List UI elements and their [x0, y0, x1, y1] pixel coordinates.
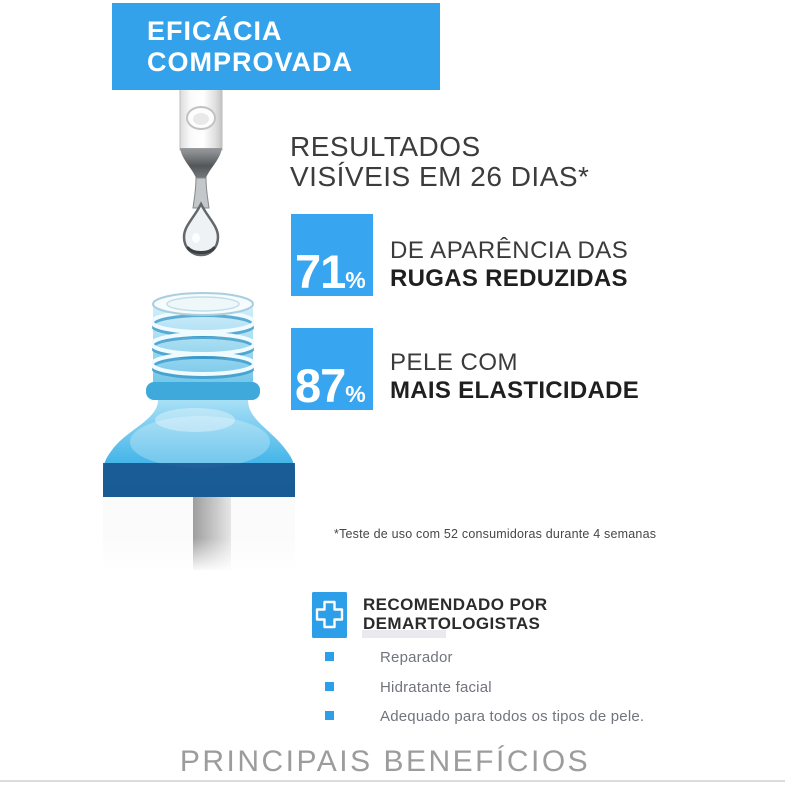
stat-box-wrinkles [291, 214, 373, 296]
benefit-label: Hidratante facial [380, 679, 492, 696]
banner-line1: EFICÁCIA [147, 16, 283, 46]
percent-sign: % [345, 381, 366, 407]
stat-value-elasticity [295, 359, 366, 418]
benefit-label: Adequado para todos os tipos de pele. [380, 708, 645, 725]
benefit-label: Reparador [380, 649, 453, 666]
stat-number-text: 71 [295, 245, 346, 298]
stat-value-wrinkles [295, 245, 366, 304]
percent-sign: % [345, 267, 366, 293]
stat-desc-line2: RUGAS REDUZIDAS [390, 265, 628, 292]
serum-bottle-image [100, 292, 300, 572]
section-title-benefits: PRINCIPAIS BENEFÍCIOS [179, 745, 591, 778]
stat-box-elasticity [291, 328, 373, 410]
stat-desc-wrinkles [390, 237, 720, 293]
stat-desc-line1: DE APARÊNCIA DAS [390, 237, 629, 264]
bullet-square-icon [325, 682, 334, 691]
bullet-square-icon [325, 711, 334, 720]
bullet-square-icon [325, 652, 334, 661]
banner-line2: COMPROVADA [147, 47, 354, 77]
stat-desc-line1: PELE COM [390, 349, 519, 376]
stat-desc-elasticity [390, 349, 720, 405]
headline-line1: RESULTADOS [290, 131, 481, 162]
headline-line2: VISÍVEIS EM 26 DIAS* [290, 161, 590, 192]
dermatologist-recommendation [363, 596, 623, 633]
recommendation-line1: RECOMENDADO POR [363, 595, 548, 614]
medical-cross-icon [312, 592, 347, 638]
stat-desc-line2: MAIS ELASTICIDADE [390, 377, 640, 404]
dropper-image [168, 88, 240, 260]
divider-line [0, 780, 785, 782]
results-headline [290, 132, 620, 192]
recommendation-line2: DEMARTOLOGISTAS [363, 613, 541, 633]
stat-number-text: 87 [295, 359, 346, 412]
study-footnote: *Teste de uso com 52 consumidoras durante 4 semanas [334, 527, 657, 541]
efficacy-banner [112, 3, 440, 90]
